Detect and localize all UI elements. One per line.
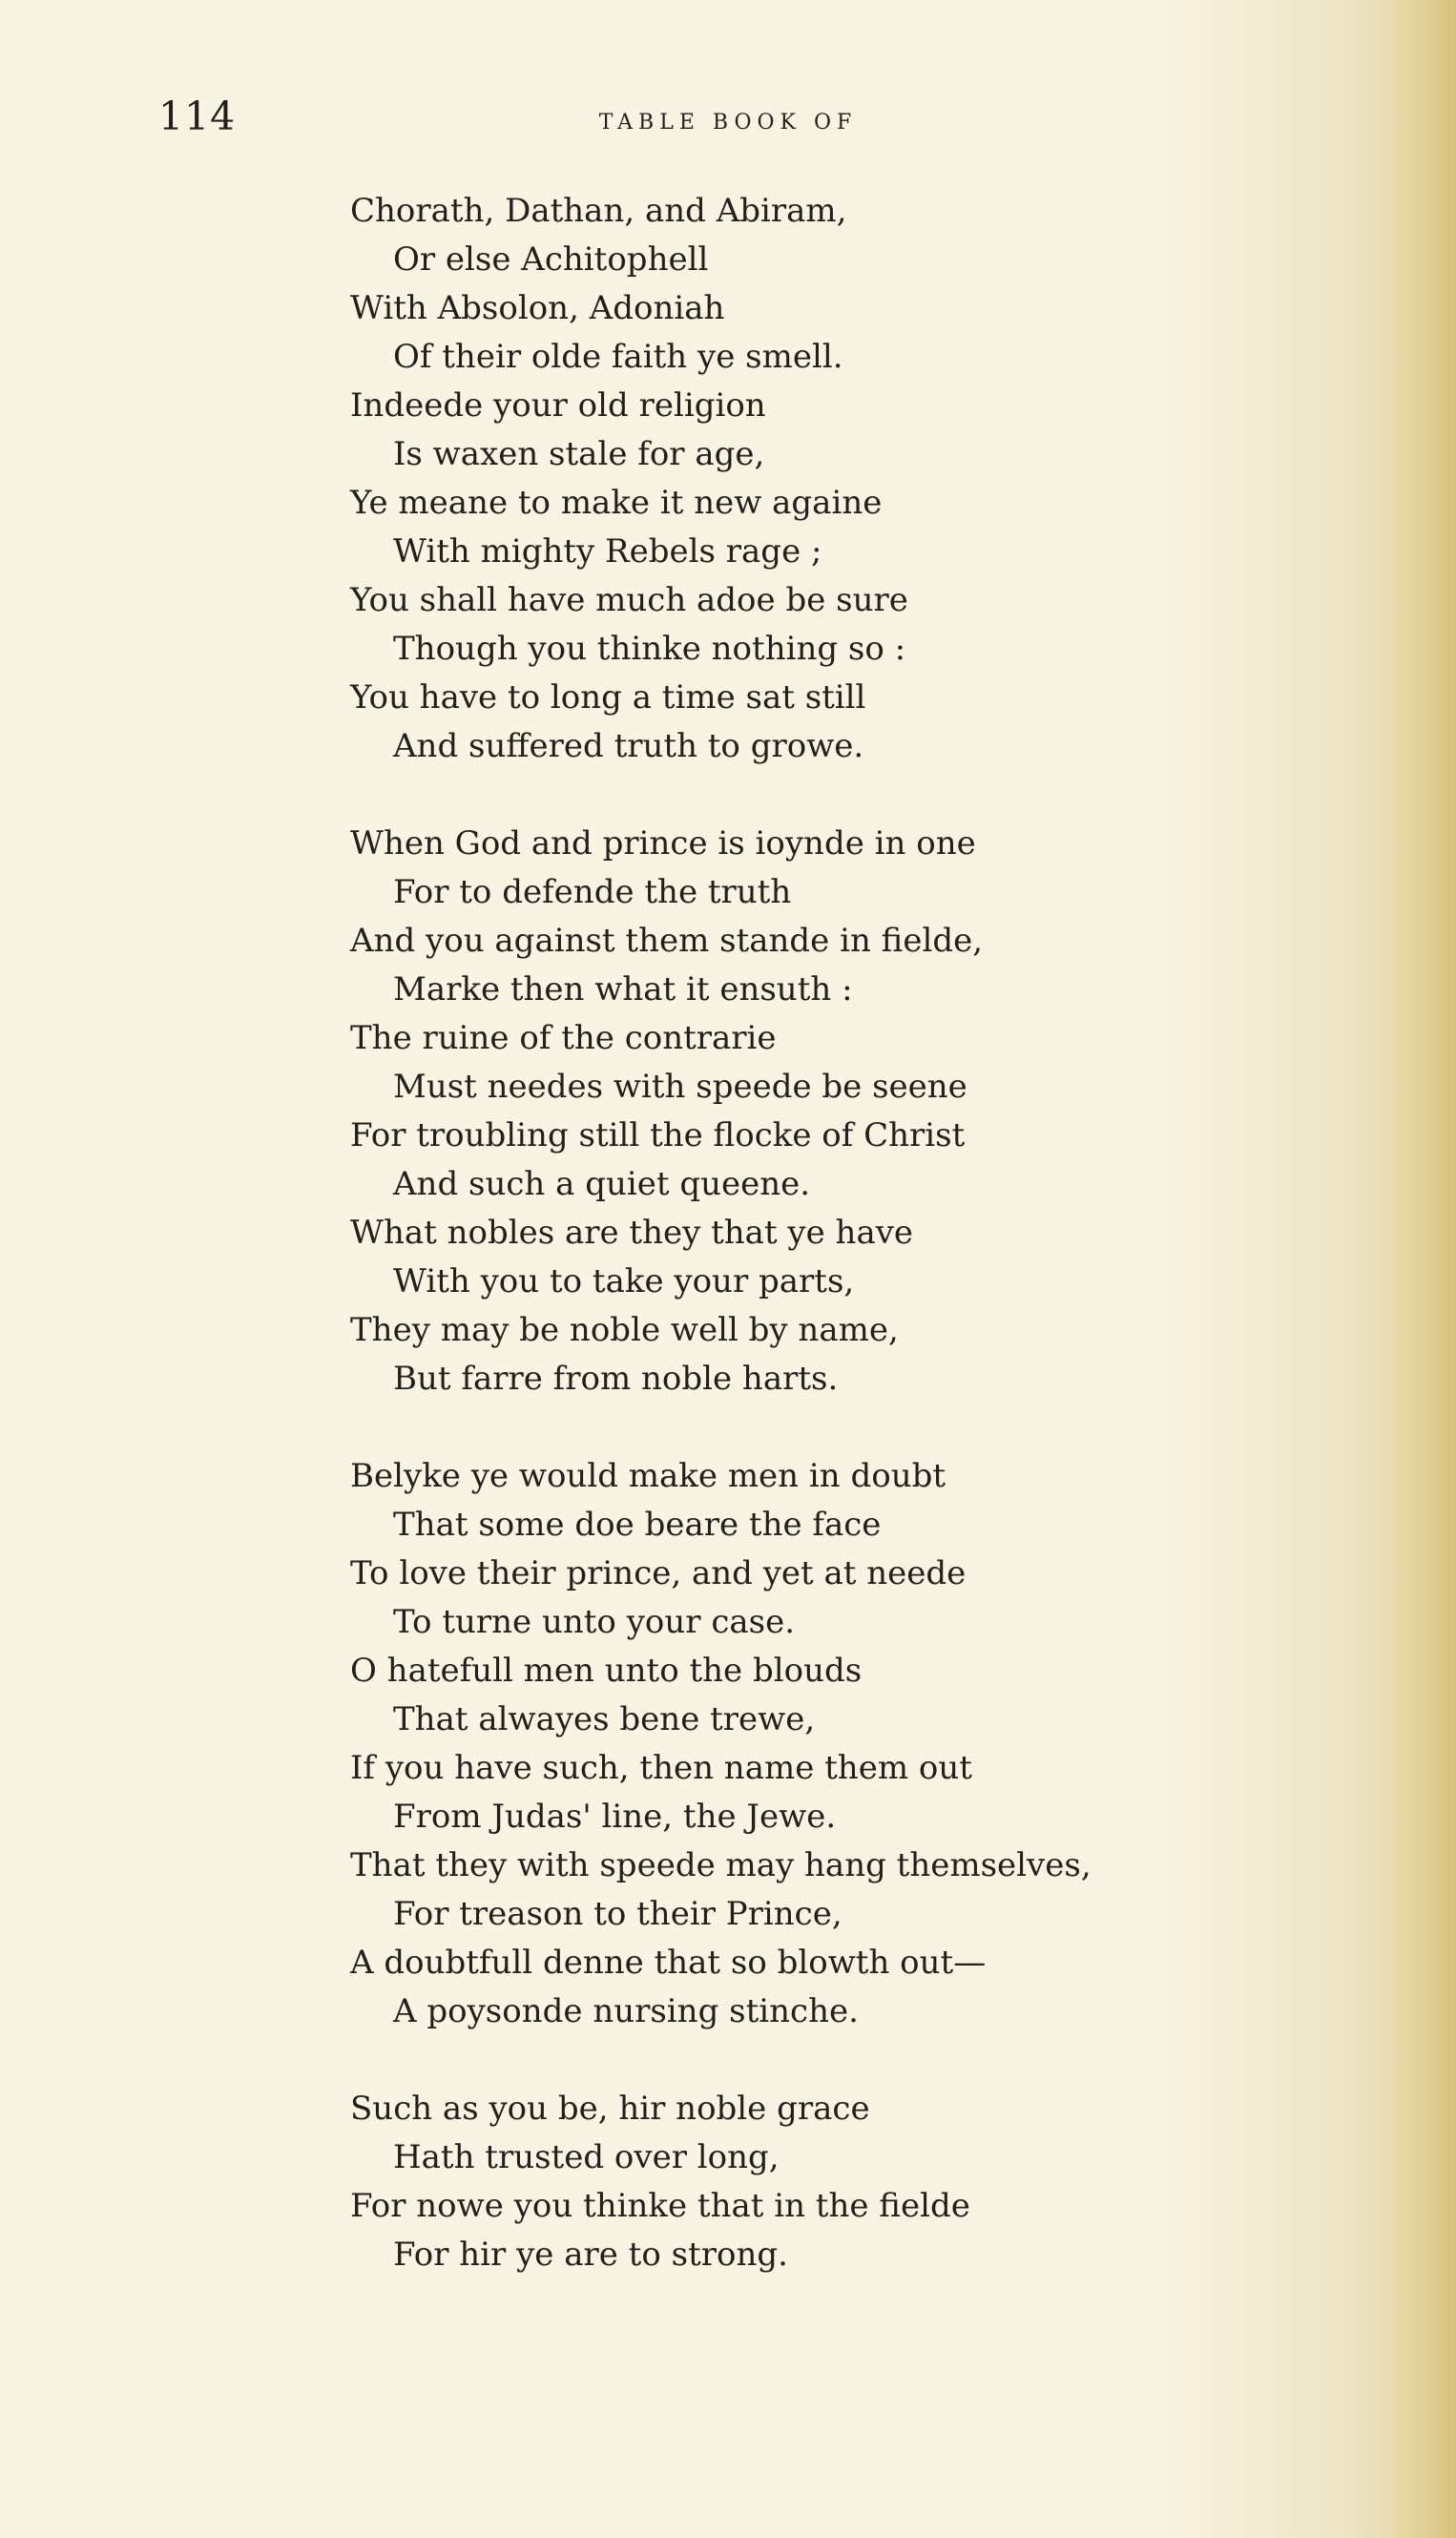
poem-line: Belyke ye would make men in doubt [350,1457,946,1495]
poem-line: But farre from noble harts. [393,1360,839,1398]
poem-line: With Absolon, Adoniah [350,289,725,327]
poem-line: Marke then what it ensuth : [393,970,853,1009]
poem-line: O hatefull men unto the blouds [350,1652,863,1690]
poem-line: The ruine of the contrarie [350,1019,777,1057]
poem-line: Hath trusted over long, [393,2138,780,2176]
poem-line: When God and prince is ioynde in one [350,824,976,863]
poem-text [350,187,1092,2328]
running-head: TABLE BOOK OF [598,111,858,135]
poem-line: Though you thinke nothing so : [393,630,906,668]
poem-line: They may be noble well by name, [350,1311,899,1349]
page-edge-shading [1389,0,1456,2538]
page-number: 114 [158,94,237,139]
stanza [350,187,1092,771]
poem-line: Or else Achitophell [393,240,709,279]
poem-line: A doubtfull denne that so blowth out— [350,1944,987,1982]
poem-line: For to defende the truth [393,873,792,911]
poem-line: That some doe beare the face [393,1506,882,1544]
poem-line: For nowe you thinke that in the fielde [350,2187,970,2225]
stanza [350,820,1092,1404]
poem-line: Chorath, Dathan, and Abiram, [350,192,847,230]
poem-line: You shall have much adoe be sure [350,581,908,619]
poem-line: What nobles are they that ye have [350,1214,914,1252]
poem-line: With you to take your parts, [393,1262,855,1300]
poem-line: Must needes with speede be seene [393,1068,967,1106]
stanza [350,1452,1092,2036]
poem-line: If you have such, then name them out [350,1749,972,1787]
poem-line: That alwayes bene trewe, [393,1700,816,1738]
poem-line: Ye meane to make it new againe [350,484,883,522]
poem-line: To love their prince, and yet at neede [350,1554,967,1592]
poem-line: That they with speede may hang themselves, [350,1846,1092,1884]
poem-line: And suffered truth to growe. [393,727,864,765]
poem-line: You have to long a time sat still [350,678,866,717]
poem-line: From Judas' line, the Jewe. [393,1798,837,1836]
poem-line: Of their olde faith ye smell. [393,338,843,376]
poem-line: For hir ye are to strong. [393,2236,788,2274]
stanza [350,2085,1092,2279]
poem-line: Such as you be, hir noble grace [350,2090,870,2128]
poem-line: To turne unto your case. [393,1603,796,1641]
poem-line: Indeede your old religion [350,386,766,425]
poem-line: And you against them stande in fielde, [350,922,984,960]
poem-line: And such a quiet queene. [393,1165,811,1203]
poem-line: For troubling still the flocke of Christ [350,1116,966,1155]
poem-line: A poysonde nursing stinche. [393,1992,859,2030]
poem-line: Is waxen stale for age, [393,435,765,473]
poem-line: With mighty Rebels rage ; [393,532,822,571]
poem-line: For treason to their Prince, [393,1895,842,1933]
